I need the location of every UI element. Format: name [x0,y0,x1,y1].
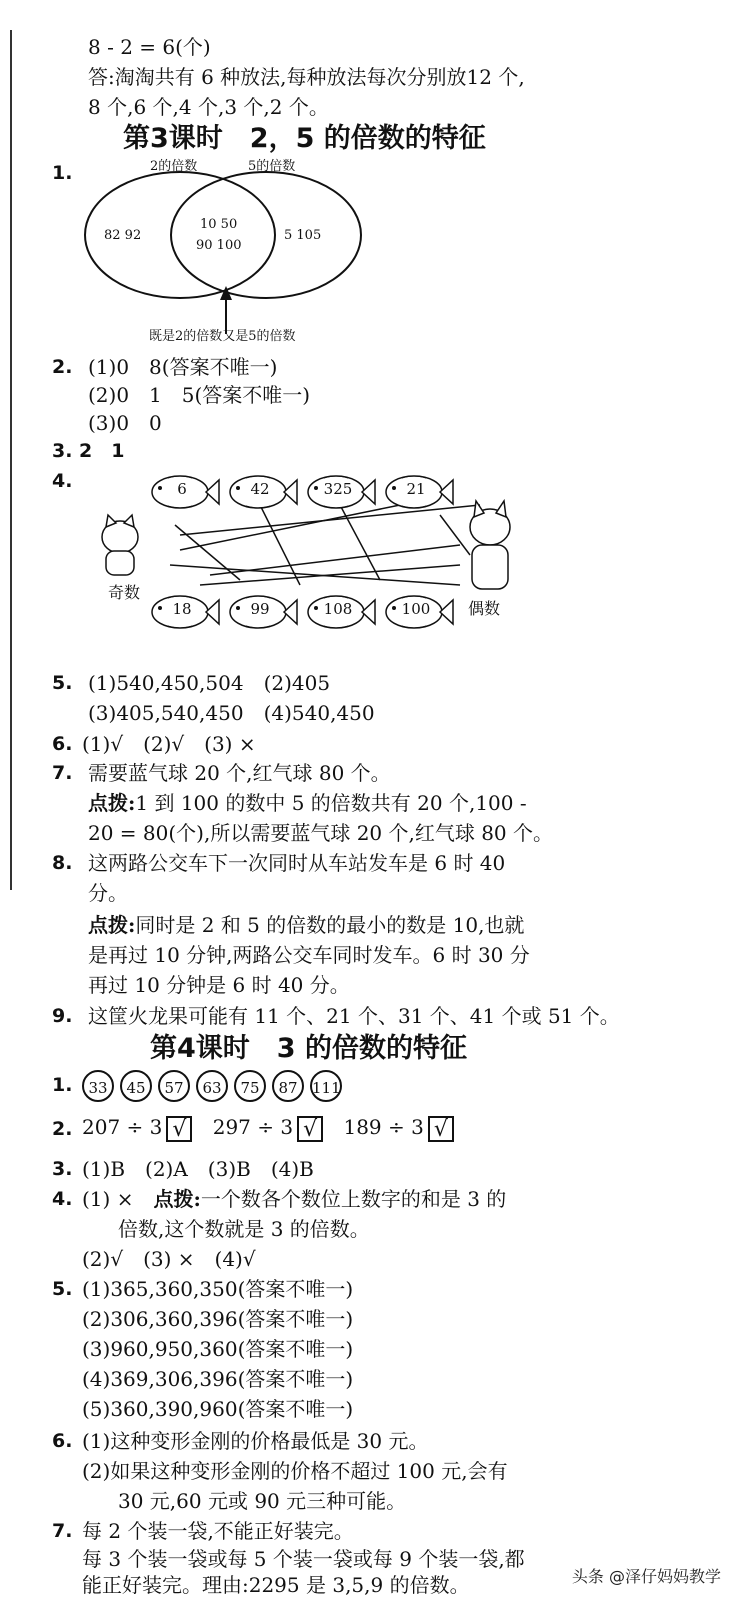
question-number: 7. [52,1520,73,1542]
fish-number: 21 [406,480,426,498]
answer-line [82,1186,506,1212]
circled-number: 45 [120,1070,152,1102]
question-number: 7. [52,762,73,784]
answer-line: (2)0 1 5(答案不唯一) [88,383,311,407]
question-number: 8. [52,852,73,874]
hint-text: 1 到 100 的数中 5 的倍数共有 20 个,100 - [135,791,527,815]
answer-line: 每 2 个装一袋,不能正好装完。 [82,1519,354,1543]
matching-lines [170,505,480,585]
check-box: √ [166,1116,192,1142]
cat-odd-icon [102,515,138,575]
fish-top-0 [148,472,220,512]
division-item: 297 ÷ 3 [212,1115,294,1139]
answer-line: (3)405,540,450 (4)540,450 [88,701,375,725]
answer-line: 3. 2 1 [52,440,125,462]
venn-middle-values: 90 100 [196,238,242,253]
division-checks [82,1114,458,1142]
hint-line [88,912,524,938]
fish-top-2 [304,472,376,512]
question-number: 4. [52,1188,73,1210]
venn-left-label: 2的倍数 [150,159,198,174]
question-number: 5. [52,1278,73,1300]
fish-number: 99 [250,600,270,618]
answer-line: 分。 [88,881,128,905]
answer-line: (2)306,360,396(答案不唯一) [82,1307,354,1331]
venn-right-label: 5的倍数 [248,159,296,174]
answer-line: (1)540,450,504 (2)405 [88,671,331,695]
hint-line: 再过 10 分钟是 6 时 40 分。 [88,973,350,997]
answer-line: 需要蓝气球 20 个,红气球 80 个。 [88,761,391,785]
fish-bottom-1 [226,592,298,632]
answer-line: (3)960,950,360(答案不唯一) [82,1337,354,1361]
hint-line: 是再过 10 分钟,两路公交车同时发车。6 时 30 分 [88,943,530,967]
even-label: 偶数 [468,599,501,618]
hint-label: 点拨: [88,791,136,815]
answer-line: (5)360,390,960(答案不唯一) [82,1397,354,1421]
venn-caption: 既是2的倍数又是5的倍数 [149,329,296,344]
circled-number: 33 [82,1070,114,1102]
question-number: 1. [52,162,73,184]
margin-line [10,30,12,890]
check-box: √ [428,1116,454,1142]
fish-bottom-3 [382,592,454,632]
question-number: 6. [52,733,73,755]
venn-right-values: 5 105 [284,228,322,243]
fish-number: 42 [250,480,270,498]
fish-number: 100 [401,600,431,618]
hint-line [88,790,527,816]
circled-number: 75 [234,1070,266,1102]
answer-line: (1)√ (2)√ (3) × [82,732,256,756]
question-number: 1. [52,1074,73,1096]
answer-line: (1)B (2)A (3)B (4)B [82,1157,314,1181]
circled-number: 57 [158,1070,190,1102]
hint-label: 点拨: [153,1187,201,1211]
answer-line: (1)0 8(答案不唯一) [88,355,278,379]
answer-line: 能正好装完。理由:2295 是 3,5,9 的倍数。 [82,1573,470,1597]
answer-line: (2)√ (3) × (4)√ [82,1247,256,1271]
answer-line: (4)369,306,396(答案不唯一) [82,1367,354,1391]
fish-number: 325 [323,480,353,498]
question-number: 6. [52,1430,73,1452]
hint-text: 一个数各个数位上数字的和是 3 的 [200,1187,507,1211]
fish-top-3 [382,472,454,512]
venn-left-values: 82 92 [104,228,142,243]
question-number: 2. [52,1118,73,1140]
question-number: 4. [52,470,73,492]
fish-number: 108 [323,600,353,618]
question-number: 3. [52,1158,73,1180]
calc-line: 8 - 2 = 6(个) [88,35,211,59]
circled-number: 111 [310,1070,342,1102]
fish-number: 6 [177,480,187,498]
division-item: 189 ÷ 3 [343,1115,424,1139]
check-box: √ [297,1116,323,1142]
hint-text: 同时是 2 和 5 的倍数的最小的数是 10,也就 [135,913,525,937]
lesson4-title: 第4课时 3 的倍数的特征 [150,1033,467,1064]
answer-line: (3)0 0 [88,411,162,435]
venn-middle-values: 10 50 [200,217,238,232]
cat-even-icon [440,501,510,589]
question-number: 5. [52,672,73,694]
fish-top-1 [226,472,298,512]
question-number: 9. [52,1005,73,1027]
lesson3-title: 第3课时 2，5 的倍数的特征 [123,123,486,154]
answer-line: 每 3 个装一袋或每 5 个装一袋或每 9 个装一袋,都 [82,1547,525,1571]
odd-label: 奇数 [108,583,141,602]
answer-line: (1)365,360,350(答案不唯一) [82,1277,354,1301]
fish-bottom-0 [148,592,220,632]
hint-line: 倍数,这个数就是 3 的倍数。 [118,1217,370,1241]
fish-bottom-2 [304,592,376,632]
fish-number: 18 [172,600,192,618]
circled-number: 87 [272,1070,304,1102]
watermark: 头条 @泽仔妈妈教学 [571,1567,721,1586]
answer-line: 30 元,60 元或 90 元三种可能。 [118,1489,407,1513]
hint-label: 点拨: [88,913,136,937]
question-number: 2. [52,356,73,378]
answer-line: 这筐火龙果可能有 11 个、21 个、31 个、41 个或 51 个。 [88,1004,620,1028]
answer-text: (1) × [82,1187,134,1211]
circled-numbers [82,1070,348,1102]
answer-line: 答:淘淘共有 6 种放法,每种放法每次分别放12 个, [88,65,525,89]
hint-line: 20 = 80(个),所以需要蓝气球 20 个,红气球 80 个。 [88,821,554,845]
circled-number: 63 [196,1070,228,1102]
division-item: 207 ÷ 3 [82,1115,163,1139]
answer-line: (1)这种变形金刚的价格最低是 30 元。 [82,1429,429,1453]
answer-line: 这两路公交车下一次同时从车站发车是 6 时 40 [88,851,506,875]
answer-line: 8 个,6 个,4 个,3 个,2 个。 [88,95,329,119]
answer-line: (2)如果这种变形金刚的价格不超过 100 元,会有 [82,1459,508,1483]
